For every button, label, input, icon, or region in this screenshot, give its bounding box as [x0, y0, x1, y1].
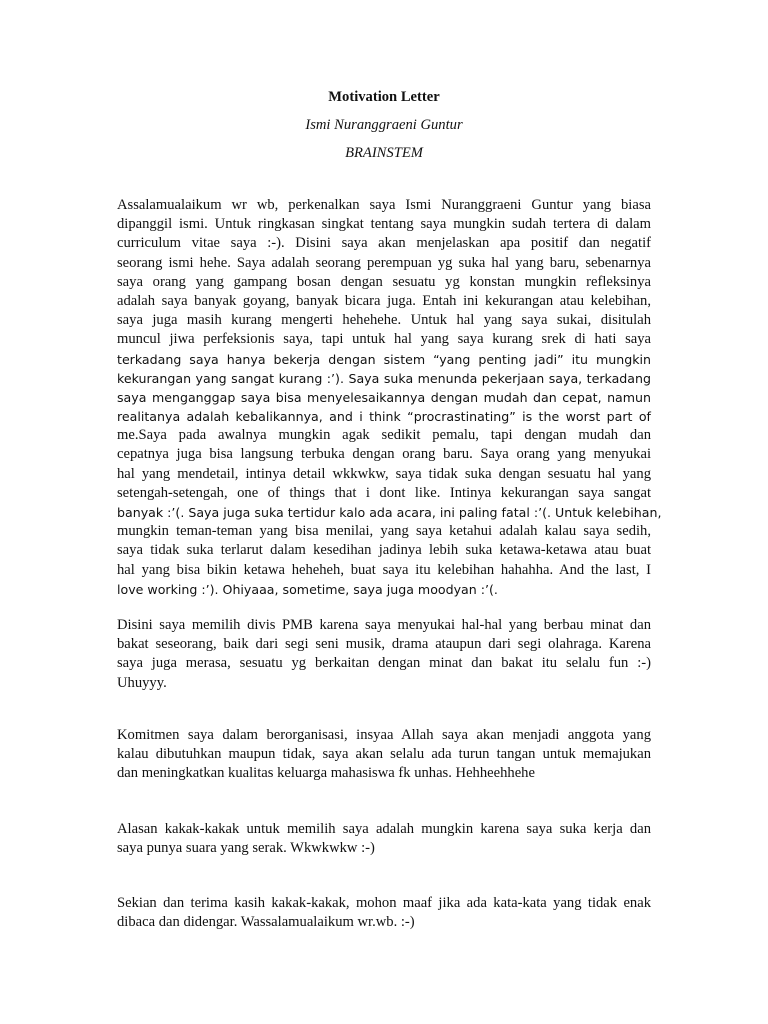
- text-line: cepatnya juga bisa langsung terbuka dengan orang baru. Saya orang yang menyukai: [117, 446, 651, 463]
- text-line: banyak :’(. Saya juga suka tertidur kalo ada acara, ini paling fatal :’(. Untuk kelebihan,: [117, 505, 662, 520]
- text-line: Assalamualaikum wr wb, perkenalkan saya Ismi Nuranggraeni Guntur yang biasa: [117, 197, 651, 213]
- text-line: adalah saya banyak goyang, banyak bicara juga. Entah ini kekurangan atau kelebihan,: [117, 292, 651, 309]
- text-line: saya orang yang gampang bosan dengan sesuatu yg konstan mungkin refleksinya: [117, 273, 651, 290]
- text-line: dibaca dan didengar. Wassalamualaikum wr.wb. :-): [117, 914, 415, 931]
- text-line: hal yang bisa bikin ketawa heheheh, buat saya itu kelebihan hahahha. And the last, I: [117, 561, 651, 578]
- text-line: kekurangan yang sangat kurang :’). Saya suka menunda pekerjaan saya, terkadang: [117, 370, 651, 386]
- text-line: Alasan kakak-kakak untuk memilih saya adalah mungkin karena saya suka kerja dan: [117, 821, 651, 837]
- text-line: muncul jiwa perfeksionis saya, tapi untuk hal yang saya kurang srek di hati saya: [117, 331, 651, 348]
- document-title: Motivation Letter: [328, 89, 440, 105]
- text-line: dipanggil ismi. Untuk ringkasan singkat tentang saya mungkin sudah tertera di dalam: [117, 216, 651, 233]
- text-line: Uhuyyy.: [117, 674, 167, 691]
- text-line: dan meningkatkan kualitas keluarga mahasiswa fk unhas. Hehheehhehe: [117, 765, 535, 782]
- text-line: saya punya suara yang serak. Wkwkwkw :-): [117, 840, 375, 857]
- paragraph-introduction: [117, 196, 662, 599]
- text-line: setengah-setengah, one of things that i dont like. Intinya kekurangan saya sangat: [117, 484, 651, 501]
- text-line: seorang ismi hehe. Saya adalah seorang perempuan yg suka hal yang baru, sebenarnya: [117, 254, 651, 271]
- text-line: Sekian dan terima kasih kakak-kakak, mohon maaf jika ada kata-kata yang tidak enak: [117, 895, 651, 911]
- text-line: saya juga merasa, sesuatu yg berkaitan dengan minat dan bakat itu selalu fun :-): [117, 655, 651, 672]
- organization-name: BRAINSTEM: [345, 145, 423, 161]
- text-line: hal yang mendetail, intinya detail wkkwkw, saya tidak suka dengan sesuatu hal yang: [117, 465, 651, 482]
- paragraph-commitment: [117, 726, 651, 784]
- text-line: bakat seseorang, baik dari segi seni musik, drama ataupun dari segi olahraga. Karena: [117, 636, 651, 653]
- text-line: Komitmen saya dalam berorganisasi, insyaa Allah saya akan menjadi anggota yang: [117, 727, 651, 743]
- text-line: curriculum vitae saya :-). Disini saya akan menjelaskan apa positif dan negatif: [117, 235, 651, 252]
- paragraph-division-choice: [117, 616, 651, 693]
- text-line: me.Saya pada awalnya mungkin agak sedikit pemalu, tapi dengan mudah dan: [117, 427, 651, 444]
- text-line: kalau dibutuhkan maupun tidak, saya akan selalu ada turun tangan untuk memajukan: [117, 746, 651, 763]
- text-line: saya juga masih kurang mengerti hehehehe. Untuk hal yang saya sukai, disitulah: [117, 312, 651, 329]
- text-line: saya tidak suka terlarut dalam kesedihan jadinya lebih suka ketawa-ketawa atau buat: [117, 542, 651, 559]
- paragraph-closing: [117, 894, 651, 932]
- text-line: Disini saya memilih divis PMB karena saya menyukai hal-hal yang berbau minat dan: [117, 617, 651, 633]
- paragraph-reason: [117, 820, 651, 858]
- author-name: Ismi Nuranggraeni Guntur: [305, 117, 463, 133]
- text-line: terkadang saya hanya bekerja dengan sistem “yang penting jadi” itu mungkin: [117, 351, 651, 367]
- text-line: love working :’). Ohiyaaa, sometime, saya juga moodyan :’(.: [117, 581, 498, 597]
- text-line: saya menganggap saya bisa menyelesaikannya dengan mudah dan cepat, namun: [117, 389, 651, 405]
- text-line: realitanya adalah kebalikannya, and i think “procrastinating” is the worst part of: [117, 409, 651, 425]
- text-line: mungkin teman-teman yang bisa menilai, yang saya ketahui adalah kalau saya sedih,: [117, 523, 651, 540]
